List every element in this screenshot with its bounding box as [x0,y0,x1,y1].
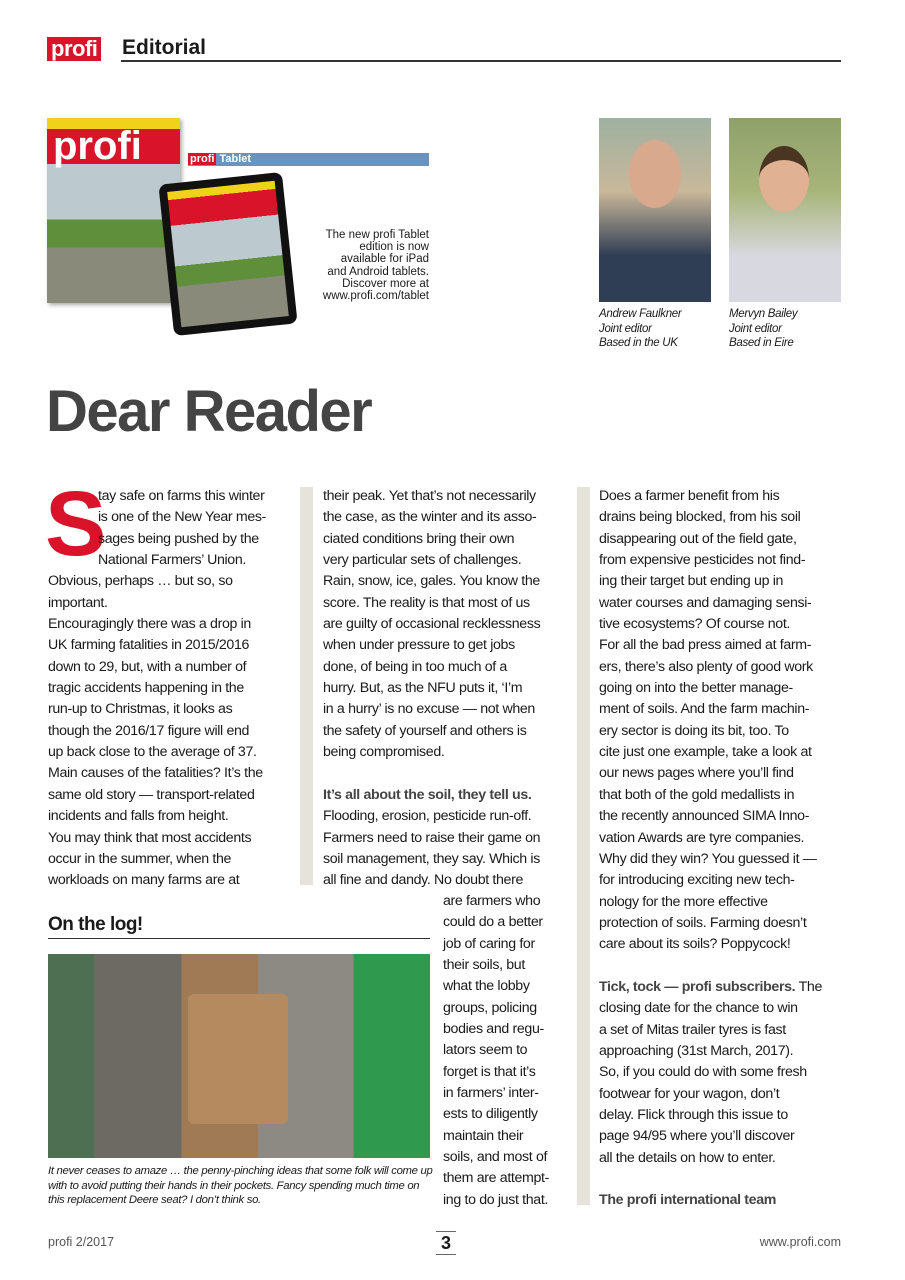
text-line: when under pressure to get jobs [323,637,515,654]
editor-role: Joint editor [599,322,652,335]
column-rule [300,487,313,885]
text-line: You may think that most accidents [48,829,252,846]
cover-title: profi [53,124,142,168]
text-line: though the 2016/17 figure will end [48,722,250,739]
text-line: occur in the summer, when the [48,850,232,867]
text-line: the case, as the winter and its asso- [323,509,537,526]
text-line: cite just one example, take a look at [599,744,812,761]
profi-logo: profi [47,37,101,61]
text-line [599,956,841,977]
editor-photo-andrew [599,118,711,302]
text-line: them are attempt- [443,1170,550,1187]
text-line: run-up to Christmas, it looks as [48,701,233,718]
text-line: So, if you could do with some fresh [599,1064,807,1081]
page-title: Dear Reader [46,379,372,444]
text-line: in a hurry’ is no excuse — not when [323,701,535,718]
lead-in: It’s all about the soil, they tell us. [323,786,532,803]
text-line: soils, and most of [443,1149,548,1166]
text-line: up back close to the average of 37. [48,744,257,761]
text-line: nology for the more effective [599,893,768,910]
drop-cap: S [45,473,107,575]
text-line: UK farming fatalities in 2015/2016 [48,637,250,654]
text-line: could do a better [443,914,543,931]
text-line: what the lobby [443,978,530,995]
text-line: ests to diligently [443,1106,538,1123]
text-line: our news pages where you’ll find [599,765,794,782]
text-line: in farmers’ inter- [443,1085,539,1102]
tablet-label: Tablet [219,153,252,165]
text-line: The [795,978,822,995]
promo-line: and Android tablets. [327,265,429,278]
text-line: being compromised. [323,744,445,761]
text-line: maintain their [443,1127,524,1144]
editor-base: Based in the UK [599,337,678,349]
text-line: Farmers need to raise their game on [323,829,541,846]
footer-url: www.profi.com [759,1235,841,1249]
log-photo [48,954,430,1158]
text-line: their peak. Yet that’s not necessarily [323,488,536,504]
text-line: all fine and dandy. No doubt there [323,872,524,889]
promo-line: The new profi Tablet [325,229,429,241]
text-line: National Farmers’ Union. [98,552,246,569]
text-line: page 94/95 where you’ll discover [599,1128,795,1145]
column-2-narrow [443,891,565,1211]
text-line: tive ecosystems? Of course not. [599,616,791,633]
text-line: that both of the gold medallists in [599,786,795,803]
footer-issue: profi 2/2017 [48,1235,115,1249]
signoff: The profi international team [599,1192,777,1209]
tablet-logo: profi [190,153,215,165]
promo-line: available for iPad [340,253,429,266]
text-line: water courses and damaging sensi- [599,594,812,611]
text-line: disappearing out of the field gate, [599,530,797,547]
text-line [323,763,565,784]
text-line: for introducing exciting new tech- [599,872,795,889]
text-line: same old story — transport-related [48,786,255,803]
text-line: footwear for your wagon, don’t [599,1085,780,1102]
log-heading: On the log! [48,914,143,935]
text-line: a set of Mitas trailer tyres is fast [599,1021,786,1038]
text-line: lators seem to [443,1042,528,1059]
text-line: hurry. But, as the NFU puts it, ‘I’m [323,680,523,697]
text-line: forget is that it’s [443,1063,536,1080]
text-line: bodies and regu- [443,1021,544,1038]
text-line: very particular sets of challenges. [323,552,522,569]
text-line: score. The reality is that most of us [323,594,530,611]
text-line: drains being blocked, from his soil [599,509,801,526]
text-line: Main causes of the fatalities? It’s the [48,765,263,782]
promo-line: www.profi.com/tablet [322,290,429,303]
text-line: For all the bad press aimed at farm- [599,637,812,654]
editor-caption [729,307,797,351]
text-line: are guilty of occasional recklessness [323,616,541,633]
text-line: are farmers who [443,893,541,909]
tablet-device [158,172,297,336]
tablet-bar [188,153,429,166]
text-line: incidents and falls from height. [48,808,229,825]
text-line: Rain, snow, ice, gales. You know the [323,573,540,590]
text-line: ing their target but ending up in [599,573,784,590]
text-line [599,1169,841,1190]
editor-name: Andrew Faulkner [599,308,682,320]
column-2 [323,486,565,892]
log-rule [48,938,430,939]
text-line: vation Awards are tyre companies. [599,829,805,846]
text-line: groups, policing [443,999,537,1016]
text-line: from expensive pesticides not find- [599,552,806,569]
text-line: all the details on how to enter. [599,1149,776,1166]
text-line: important. [48,594,108,611]
text-line: delay. Flick through this issue to [599,1106,788,1123]
text-line: soil management, they say. Which is [323,850,540,867]
column-3 [599,486,841,1212]
text-line: Flooding, erosion, pesticide run-off. [323,808,532,825]
text-line: tay safe on farms this winter [98,488,265,504]
text-line: ment of soils. And the farm machin- [599,701,810,718]
text-line: Encouragingly there was a drop in [48,616,251,633]
text-line: job of caring for [443,935,535,952]
page-number: 3 [436,1231,456,1255]
text-line: down to 29, but, with a number of [48,658,247,675]
text-line: done, of being in too much of a [323,658,507,675]
text-line: closing date for the chance to win [599,1000,798,1017]
header-rule [121,60,841,62]
lead-line [599,977,841,998]
text-line: approaching (31st March, 2017). [599,1042,794,1059]
lead-line [323,785,565,806]
text-line: Obvious, perhaps … but so, so [48,573,233,590]
section-title: Editorial [122,36,207,59]
promo-line: edition is now [359,241,429,254]
text-line: ing to do just that. [443,1191,548,1208]
text-line: ciated conditions bring their own [323,530,515,547]
text-line: Does a farmer benefit from his [599,488,780,504]
text-line: ery sector is doing its bit, too. To [599,722,789,739]
text-line: the safety of yourself and others is [323,722,527,739]
editor-name: Mervyn Bailey [729,308,798,320]
column-rule [577,487,590,1205]
editor-caption [599,307,681,351]
text-line: Why did they win? You guessed it — [599,850,817,867]
text-line: the recently announced SIMA Inno- [599,808,810,825]
text-line: workloads on many farms are at [48,872,240,889]
editor-role: Joint editor [729,322,782,335]
text-line: sages being pushed by the [98,530,259,547]
log-caption: It never ceases to amaze … the penny-pinching ideas that some folk will come up with to avoid putting their hands in their pockets. Fancy spending much time on this replacement Deere seat? I don’t think so. [48,1165,433,1206]
promo-line: Discover more at [342,277,429,290]
text-line: is one of the New Year mes- [98,509,266,526]
editor-base: Based in Eire [729,337,794,349]
text-line: their soils, but [443,957,525,974]
text-line: going on into the better manage- [599,680,793,697]
column-1 [48,486,290,892]
lead-in: Tick, tock — profi subscribers. [599,978,796,995]
tablet-promo [323,229,429,302]
editor-photo-mervyn [729,118,841,302]
text-line: tragic accidents happening in the [48,680,244,697]
text-line: ers, there’s also plenty of good work [599,658,813,675]
magazine-cover [47,118,180,303]
text-line: protection of soils. Farming doesn’t [599,914,807,931]
text-line: care about its soils? Poppycock! [599,936,791,953]
